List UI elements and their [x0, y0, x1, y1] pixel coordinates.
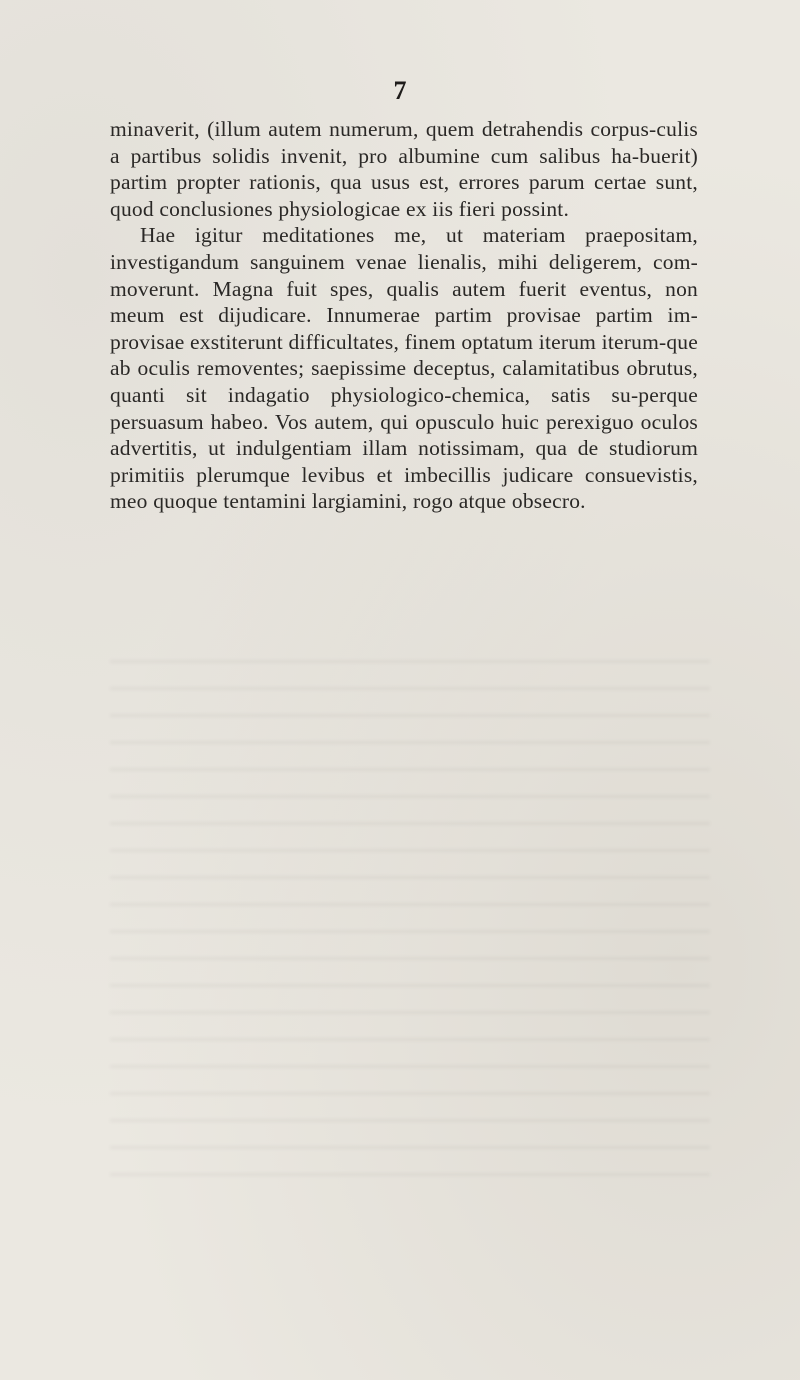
paragraph-continuation: minaverit, (illum autem numerum, quem detrahendis corpus-culis a partibus solidis invenit, pro albumine cum salibus ha-buerit) partim propter rationis, qua usus est, errores parum certae sunt, quod conclusiones physiologicae ex iis fieri possint. [110, 117, 698, 221]
show-through-texture [110, 660, 710, 1180]
paragraph-meditationes: Hae igitur meditationes me, ut materiam praepositam, investigandum sanguinem venae lienalis, mihi deligerem, com-moverunt. Magna fuit spes, qualis autem fuerit eventus, non meum est dijudicare. Innumerae partim provisae partim im-provisae exstiterunt difficultates, finem optatum iterum iterum-que ab oculis removentes; saepissime deceptus, calamitatibus obrutus, quanti sit indagatio physiologico-chemica, satis su-perque persuasum habeo. Vos autem, qui opusculo huic perexiguo oculos advertitis, ut indulgentiam illam notissimam, qua de studiorum primitiis plerumque levibus et imbecillis judicare consuevistis, meo quoque tentamini largiamini, rogo atque obsecro. [110, 223, 698, 514]
body-text [110, 116, 698, 515]
page-number: 7 [393, 76, 407, 105]
